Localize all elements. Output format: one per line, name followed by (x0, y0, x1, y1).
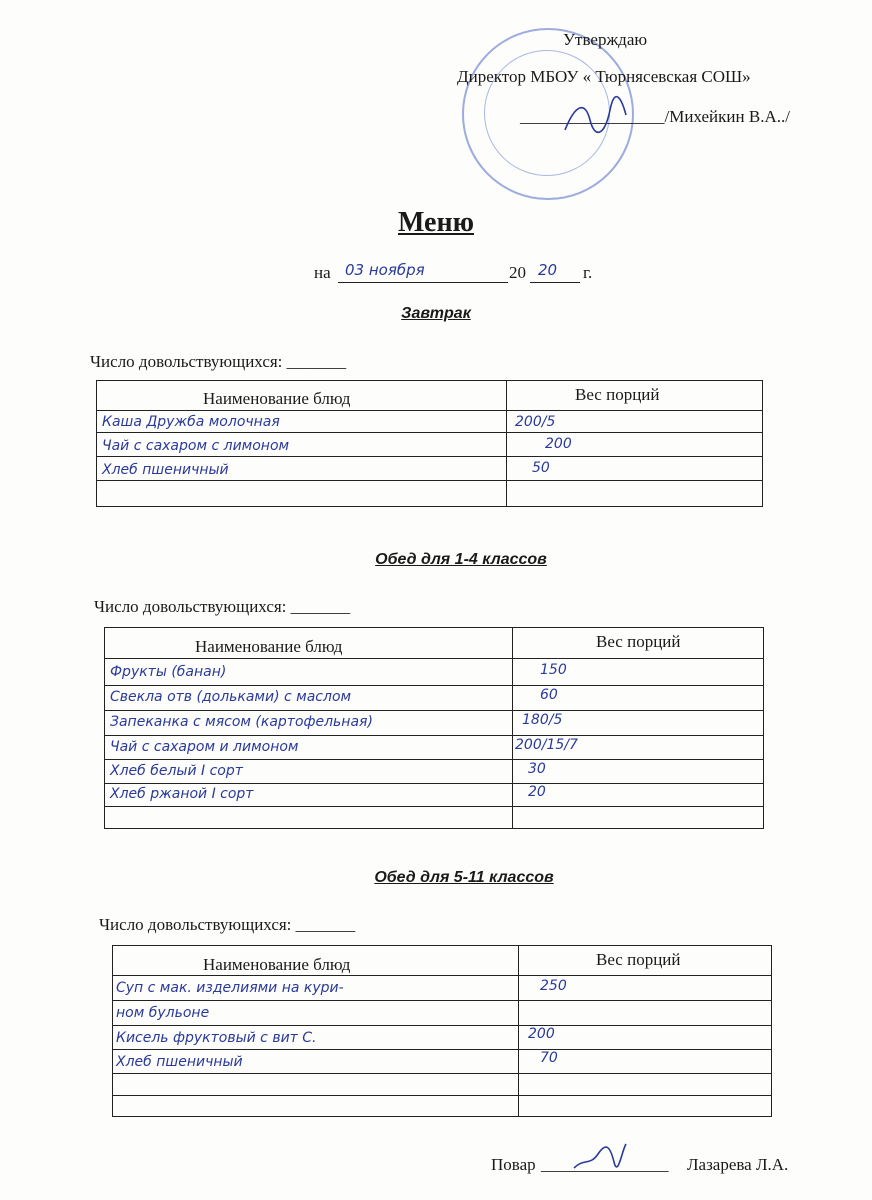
dish-header: Наименование блюд (203, 955, 351, 974)
table-row: 150 (540, 662, 567, 678)
table-row: Хлеб пшеничный (116, 1054, 243, 1070)
lunch-5-11-title: Обед для 5-11 классов (374, 869, 554, 886)
table-row: ном бульоне (116, 1005, 210, 1021)
table-row: Запеканка с мясом (картофельная) (110, 714, 373, 730)
table-row: Чай с сахаром с лимоном (102, 438, 290, 454)
table-row: 200/5 (515, 414, 556, 430)
table-row: Фрукты (банан) (110, 664, 227, 680)
breakfast-count-label: Число довольствующихся: _______ (90, 352, 347, 371)
table-row: 70 (540, 1050, 558, 1066)
breakfast-title: Завтрак (401, 305, 471, 322)
table-row: Хлеб ржаной I сорт (110, 786, 254, 802)
cook-name: Лазарева Л.А. (687, 1155, 789, 1174)
weight-header: Вес порций (596, 950, 681, 969)
table-row: Свекла отв (дольками) с маслом (110, 689, 352, 705)
table-row: 200/15/7 (515, 737, 578, 753)
weight-header: Вес порций (596, 632, 681, 651)
table-row: Суп с мак. изделиями на кури- (116, 980, 344, 996)
table-row: Чай с сахаром и лимоном (110, 739, 299, 755)
table-row: 200 (528, 1026, 555, 1042)
date-day-month: 03 ноября (345, 261, 425, 279)
table-row: Хлеб белый I сорт (110, 763, 243, 779)
cook-signature (570, 1140, 630, 1175)
weight-header: Вес порций (575, 385, 660, 404)
date-suffix: г. (583, 263, 593, 282)
cook-label: Повар (491, 1155, 536, 1174)
date-prefix: на (314, 263, 331, 282)
director-signature (560, 95, 630, 140)
table-row: 50 (532, 460, 550, 476)
dish-header: Наименование блюд (203, 389, 351, 408)
lunch-1-4-count-label: Число довольствующихся: _______ (94, 597, 351, 616)
table-row: 30 (528, 761, 546, 777)
table-row: 200 (545, 436, 572, 452)
lunch-1-4-title: Обед для 1-4 классов (375, 551, 547, 568)
dish-header: Наименование блюд (195, 637, 343, 656)
director-title: Директор МБОУ « Тюрнясевская СОШ» (457, 67, 751, 86)
table-row: 60 (540, 687, 558, 703)
table-row: 180/5 (522, 712, 563, 728)
year-prefix: 20 (509, 263, 526, 282)
cook-signature-line: _______________ (541, 1155, 669, 1174)
table-row: 20 (528, 784, 546, 800)
lunch-5-11-count-label: Число довольствующихся: _______ (99, 915, 356, 934)
table-row: Кисель фруктовый с вит С. (116, 1030, 317, 1046)
table-row: Хлеб пшеничный (102, 462, 229, 478)
table-row: Каша Дружба молочная (102, 414, 280, 430)
director-signature-line: _________________/Михейкин В.А../ (520, 107, 790, 126)
approve-label: Утверждаю (563, 30, 648, 49)
table-row: 250 (540, 978, 567, 994)
page-title: Меню (397, 207, 474, 238)
date-year: 20 (538, 261, 558, 279)
